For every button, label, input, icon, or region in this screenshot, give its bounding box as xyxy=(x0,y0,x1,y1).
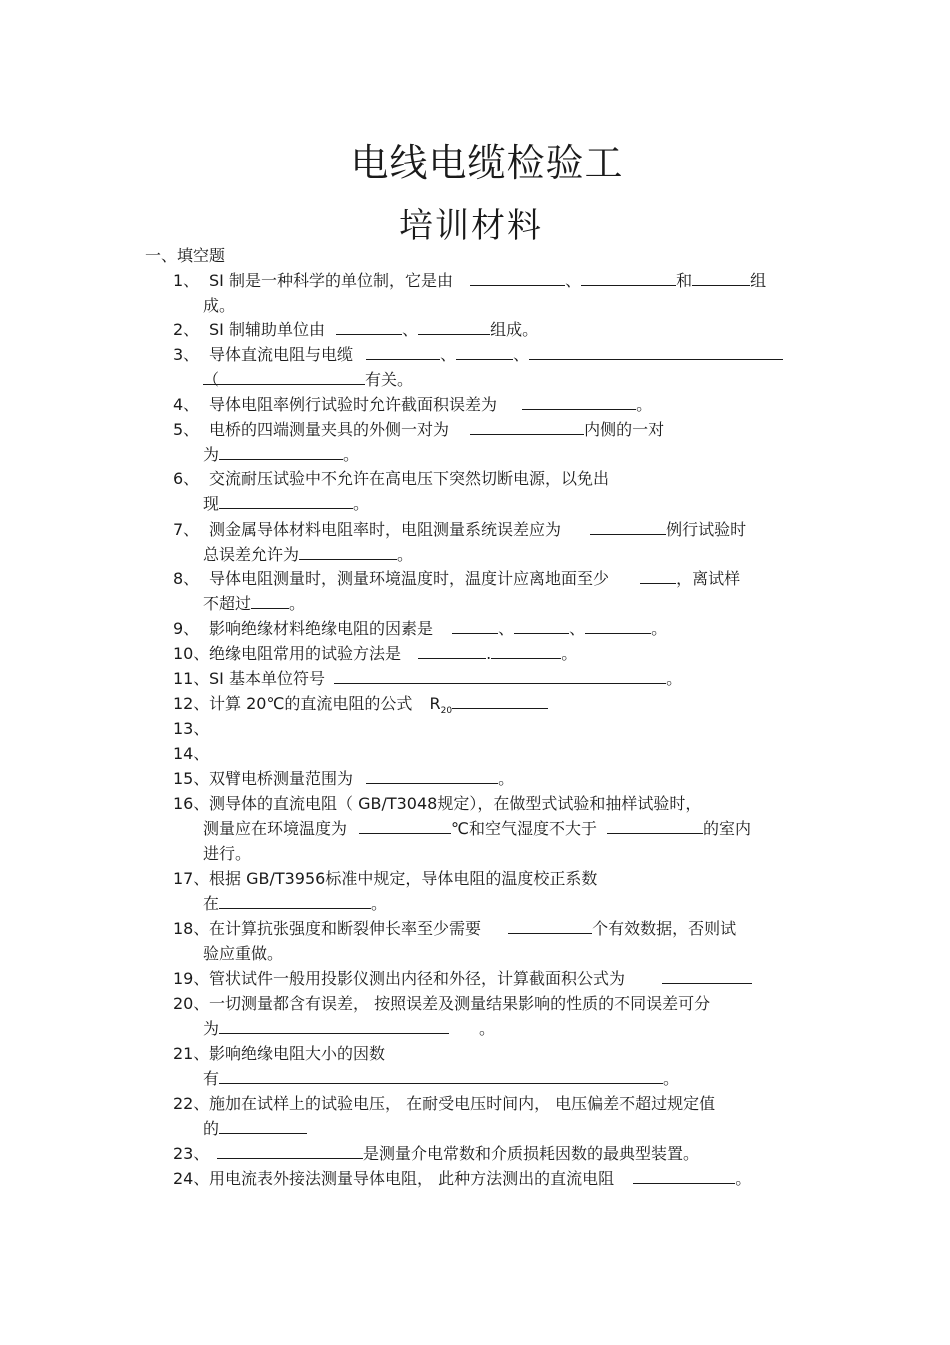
blank xyxy=(334,666,666,684)
question-7: 7、 测金属导体材料电阻率时，电阻测量系统误差应为 例行试验时 总误差允许为 。 xyxy=(173,517,833,567)
question-11: 11、SI 基本单位符号 。 xyxy=(173,666,813,691)
document-title: 电线电缆检验工 xyxy=(350,141,624,185)
question-3: 3、 导体直流电阻与电缆 、 、 （ 有关。 xyxy=(173,342,833,392)
blank xyxy=(452,616,498,634)
question-8: 8、 导体电阻测量时，测量环境温度时，温度计应离地面至少 ，离试样 不超过 。 xyxy=(173,566,833,616)
question-24: 24、用电流表外接法测量导体电阻， 此种方法测出的直流电阻 。 xyxy=(173,1166,833,1191)
blank xyxy=(219,491,353,509)
blank: （ xyxy=(203,367,365,385)
blank xyxy=(366,342,440,360)
question-22: 22、施加在试样上的试验电压， 在耐受电压时间内， 电压偏差不超过规定值 的 xyxy=(173,1094,716,1138)
blank xyxy=(585,616,651,634)
blank xyxy=(640,566,676,584)
blank xyxy=(633,1166,735,1184)
blank xyxy=(514,616,569,634)
blank xyxy=(219,891,371,909)
question-15: 15、双臂电桥测量范围为 。 xyxy=(173,766,813,791)
blank xyxy=(366,766,498,784)
blank xyxy=(456,342,513,360)
question-2: 2、 SI 制辅助单位由 、 组成。 xyxy=(173,317,813,342)
blank xyxy=(359,816,451,834)
question-14: 14、 xyxy=(173,744,210,763)
blank xyxy=(217,1141,363,1159)
question-21: 21、影响绝缘电阻大小的因数 有 。 xyxy=(173,1044,680,1088)
blank xyxy=(662,966,752,984)
blank xyxy=(522,392,636,410)
question-9: 9、 影响绝缘材料绝缘电阻的因素是 、 、 。 xyxy=(173,616,813,641)
blank xyxy=(219,1066,663,1084)
blank xyxy=(219,442,343,460)
blank xyxy=(336,317,402,335)
question-16: 16、测导体的直流电阻（ GB/T3048规定），在做型式试验和抽样试验时， 测量应在环境温度为 ℃和空气湿度不大于 的室内 进行。 xyxy=(173,794,752,863)
question-6: 6、 交流耐压试验中不允许在高电压下突然切断电源，以免出 现 。 xyxy=(173,469,610,513)
question-20: 20、一切测量都含有误差， 按照误差及测量结果影响的性质的不同误差可分 为 。 xyxy=(173,994,711,1038)
blank xyxy=(452,691,548,709)
blank xyxy=(418,641,486,659)
question-19: 19、管状试件一般用投影仪测出内径和外径，计算截面积公式为 xyxy=(173,966,833,991)
question-13: 13、 xyxy=(173,719,210,738)
question-4: 4、 导体电阻率例行试验时允许截面积误差为 。 xyxy=(173,392,813,417)
question-5: 5、 电桥的四端测量夹具的外侧一对为 内侧的一对 为 。 xyxy=(173,417,813,467)
blank xyxy=(470,417,584,435)
question-1: 1、 SI 制是一种科学的单位制，它是由 、 和 组 成。 xyxy=(173,268,813,318)
section-heading: 一、填空题 xyxy=(145,246,226,265)
blank xyxy=(508,916,592,934)
question-18: 18、在计算抗张强度和断裂伸长率至少需要 个有效数据，否则试 验应重做。 xyxy=(173,916,833,966)
blank xyxy=(692,268,750,286)
blank xyxy=(470,268,565,286)
blank xyxy=(219,1116,307,1134)
question-17: 17、根据 GB/T3956标准中规定，导体电阻的温度校正系数 在 。 xyxy=(173,869,598,913)
document-subtitle: 培训材料 xyxy=(399,206,543,246)
blank xyxy=(219,1016,449,1034)
blank xyxy=(590,517,666,535)
question-10: 10、绝缘电阻常用的试验方法是 . 。 xyxy=(173,641,813,666)
blank xyxy=(251,591,289,609)
blank xyxy=(607,816,703,834)
blank xyxy=(299,542,397,560)
question-12: 12、计算 20℃的直流电阻的公式 $R_{20}$ xyxy=(173,691,813,724)
blank xyxy=(418,317,490,335)
blank xyxy=(529,342,783,360)
blank xyxy=(581,268,676,286)
question-23: 23、 是测量介电常数和介质损耗因数的最典型装置。 xyxy=(173,1141,833,1166)
blank xyxy=(491,641,561,659)
